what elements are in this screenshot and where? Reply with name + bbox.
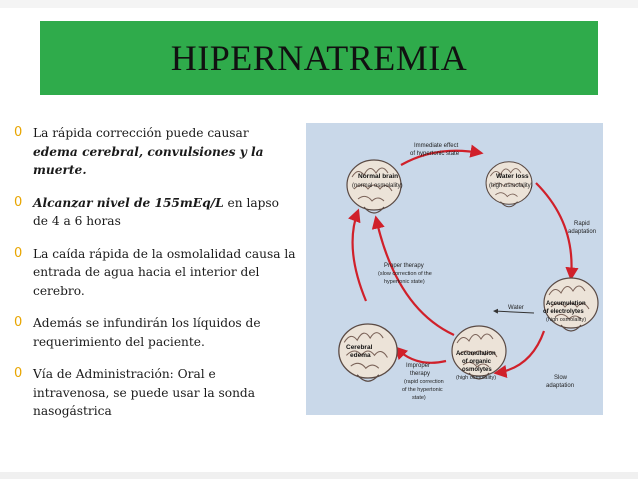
bullet-text: La caída rápida de la osmolalidad causa la entrada de agua hacia el interior del cerebro. [33,246,296,298]
label-accum-elec-sub: (high osmolality) [546,317,587,323]
bullet-item [14,314,296,351]
bullet-marker: 0 [14,366,23,381]
label-improper-3: (rapid correction [404,379,444,385]
label-normal-brain: Normal brain [358,173,399,180]
label-cerebral-1: Cerebral [346,344,373,351]
label-water-loss-sub: (high osmolality) [489,183,533,189]
label-normal-brain-sub: (normal osmolality) [352,183,403,189]
bullet-text: La rápida corrección puede causar [33,126,249,140]
slide-title: HIPERNATREMIA [170,38,468,78]
label-cerebral-2: edema [350,352,371,359]
label-slow-1: Slow [554,375,568,381]
label-rapid-1: Rapid [574,221,590,227]
bullet-text: Vía de Administración: Oral e intravenosa, se puede usar la sonda nasogástrica [33,367,255,418]
label-improper-5: state) [412,395,426,401]
label-water-loss: Water loss [496,173,529,180]
label-immediate-2: of hypertonic state [410,151,460,157]
label-improper-1: Improper [406,363,431,369]
arrow-improper [396,348,446,363]
label-accum-elec-2: of electrolytes [543,309,584,315]
bullet-item [14,365,296,421]
label-proper-1: Proper therapy [384,263,424,269]
bottom-border [0,472,638,479]
bullet-text: Además se infundirán los líquidos de requerimiento del paciente. [33,316,261,349]
label-accum-org-2: of organic [462,359,492,365]
top-border [0,0,638,8]
bullet-list [14,124,296,435]
bullet-item [14,124,296,180]
label-improper-2: therapy [410,371,431,377]
label-proper-2: (slow correction of the [378,271,432,277]
bullet-marker: 0 [14,125,23,140]
label-accum-elec-1: Accumulation [546,301,586,307]
label-accum-org-sub: (high osmolality) [456,375,497,381]
arrow-rapid [536,183,572,278]
bullet-marker: 0 [14,315,23,330]
label-proper-3: hypertonic state) [384,279,425,285]
title-banner [40,21,598,95]
label-improper-4: of the hypertonic [402,387,443,393]
label-immediate-1: Immediate effect [414,143,459,149]
arrow-cycle-left [353,211,366,301]
label-slow-2: adaptation [546,383,575,389]
bullet-marker: 0 [14,245,23,261]
bullet-item [14,194,296,231]
brain-adaptation-diagram [306,123,603,415]
label-water: Water [508,305,524,311]
arrow-water [494,311,534,313]
bullet-marker: 0 [14,194,23,210]
bullet-item [14,245,296,301]
label-accum-org-1: Accumulation [456,351,496,357]
bullet-text: en lapso de 4 a 6 horas [33,195,280,228]
bullet-emphasis: edema cerebral, convulsiones y la muerte. [33,144,264,177]
bullet-emphasis: Alcanzar nivel de 155mEq/L [33,195,224,210]
label-rapid-2: adaptation [568,229,597,235]
label-accum-org-3: osmolytes [462,367,492,373]
